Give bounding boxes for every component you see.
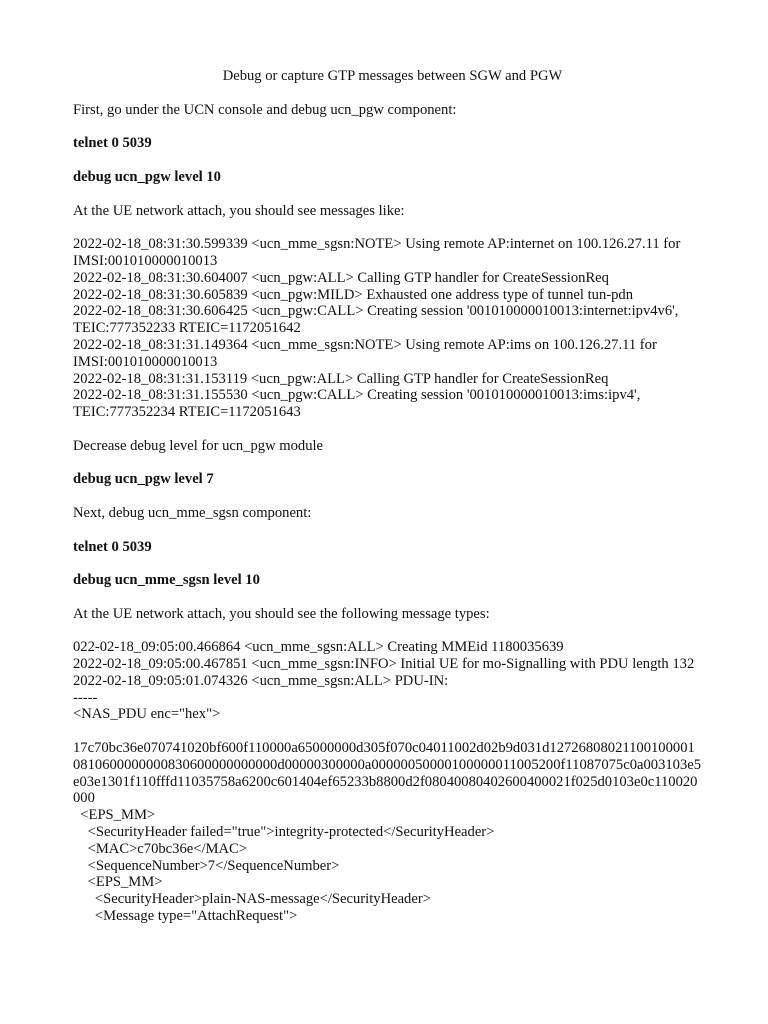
xml-line: <EPS_MM> [73,807,156,824]
pgw-log-block [73,236,702,421]
page-title: Debug or capture GTP messages between SGW and PGW [222,68,563,84]
nas-pdu-xml-block [73,807,702,925]
next-paragraph: Next, debug ucn_mme_sgsn component: [73,504,312,521]
log-line: 2022-02-18_08:31:30.606425 <ucn_pgw:CALL> Creating session '001010000010013:internet:ipv4v6', TEIC:777352233 RTEIC=1172051642 [73,303,682,337]
log-line: 022-02-18_09:05:00.466864 <ucn_mme_sgsn:ALL> Creating MMEid 1180035639 [73,639,564,656]
log-line: <NAS_PDU enc="hex"> [73,706,221,723]
command-debug-mme-sgsn-level-10: debug ucn_mme_sgsn level 10 [73,572,260,589]
log-line: 2022-02-18_08:31:31.149364 <ucn_mme_sgsn:NOTE> Using remote AP:ims on 100.126.27.11 for IMSI:001010000010013 [73,336,661,370]
xml-line: <SequenceNumber>7</SequenceNumber> [73,857,340,874]
command-telnet-2: telnet 0 5039 [73,538,152,555]
xml-line: <Message type="AttachRequest"> [73,908,298,925]
intro-paragraph: First, go under the UCN console and debug ucn_pgw component: [73,101,457,118]
log-line: 2022-02-18_09:05:01.074326 <ucn_mme_sgsn:ALL> PDU-IN: [73,672,449,689]
log-line: ----- [73,689,98,706]
attach-intro-paragraph-2: At the UE network attach, you should see the following message types: [73,605,490,622]
attach-intro-paragraph-1: At the UE network attach, you should see messages like: [73,202,405,219]
xml-line: <MAC>c70bc36e</MAC> [73,840,247,857]
xml-line: <SecurityHeader>plain-NAS-message</SecurityHeader> [73,891,431,908]
xml-line: <SecurityHeader failed="true">integrity-protected</SecurityHeader> [73,824,495,841]
log-line: 2022-02-18_08:31:30.599339 <ucn_mme_sgsn:NOTE> Using remote AP:internet on 100.126.27.11 for IMSI:001010000010013 [73,236,684,269]
log-line: 2022-02-18_08:31:30.605839 <ucn_pgw:MILD> Exhausted one address type of tunnel tun-pdn [73,286,633,303]
log-line: 2022-02-18_09:05:00.467851 <ucn_mme_sgsn:INFO> Initial UE for mo-Signalling with PDU length 132 [73,656,695,673]
command-debug-pgw-level-7: debug ucn_pgw level 7 [73,471,214,488]
mme-log-block [73,639,702,723]
log-line: 2022-02-18_08:31:31.155530 <ucn_pgw:CALL> Creating session '001010000010013:ims:ipv4', TEIC:777352234 RTEIC=1172051643 [73,387,644,421]
command-debug-pgw-level-10: debug ucn_pgw level 10 [73,168,221,185]
log-line: 2022-02-18_08:31:31.153119 <ucn_pgw:ALL> Calling GTP handler for CreateSessionReq [73,370,609,387]
decrease-paragraph: Decrease debug level for ucn_pgw module [73,437,324,454]
xml-line: <EPS_MM> [73,874,163,891]
log-line: 2022-02-18_08:31:30.604007 <ucn_pgw:ALL> Calling GTP handler for CreateSessionReq [73,269,609,286]
command-telnet-1: telnet 0 5039 [73,135,152,152]
nas-pdu-hex-data: 17c70bc36e070741020bf600f110000a65000000d305f070c04011002d02b9d031d127268080211001000010810600000000830600000000000d00000300000a00000050000100000011005200f11087075c0a003103e5e03e1301f110fffd11035758a6200c601404ef65233b8800d2f08040080402600400021f025d0103e0c110020000 [73,740,702,807]
